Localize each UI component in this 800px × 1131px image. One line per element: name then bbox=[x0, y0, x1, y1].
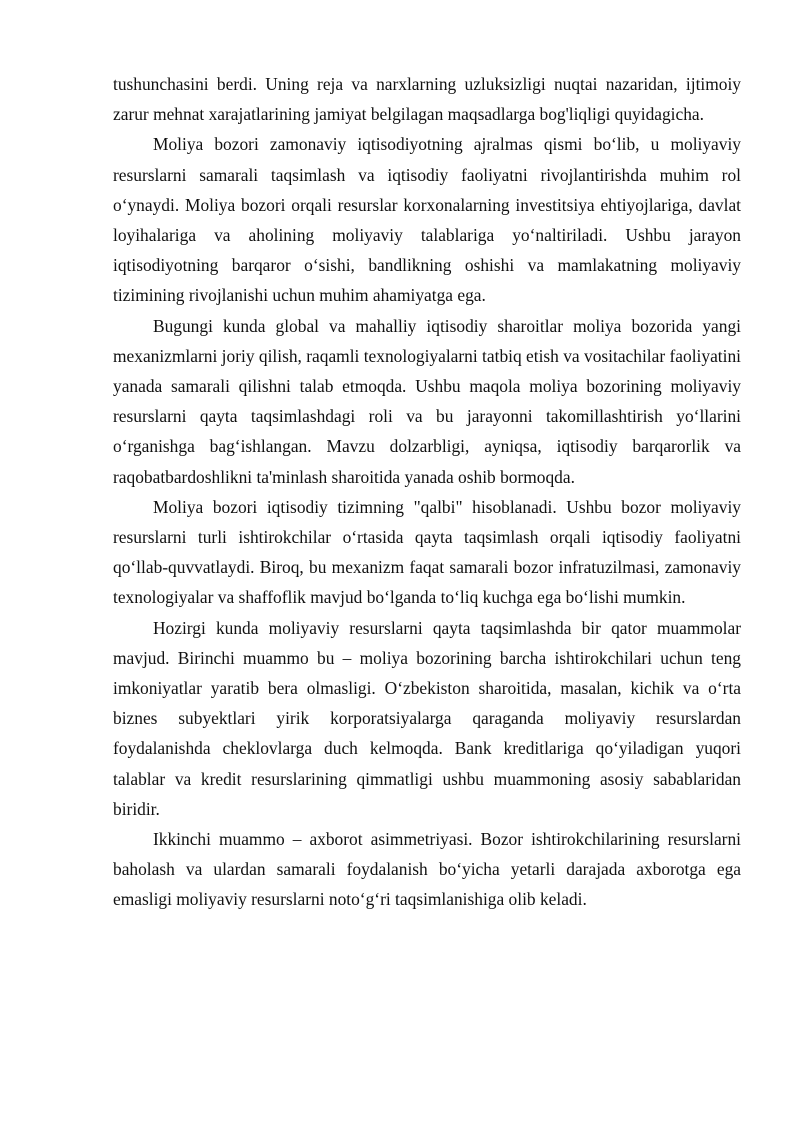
paragraph-second-problem: Ikkinchi muammo – axborot asimmetriyasi. Bozor ishtirokchilarining resurslarni baholash va ulardan samarali foydalanish bo‘yicha yetarli darajada axborotga ega emasligi moliyaviy resurslarni noto‘g‘ri taqsimlanishiga olib keladi. bbox=[113, 829, 741, 910]
document-page bbox=[113, 69, 741, 915]
paragraph-current-conditions: Bugungi kunda global va mahalliy iqtisodiy sharoitlar moliya bozorida yangi mexanizmlarni joriy qilish, raqamli texnologiyalarni tatbiq etish va vositachilar faoliyatini yanada samarali qilishni talab etmoqda. Ushbu maqola moliya bozorining moliyaviy resurslarni qayta taqsimlashdagi roli va bu jarayonni takomillashtirish yo‘llarini o‘rganishga bag‘ishlangan. Mavzu dolzarbligi, ayniqsa, iqtisodiy barqarorlik va raqobatbardoshlikni ta'minlash sharoitida yanada oshib bormoqda. bbox=[113, 315, 741, 487]
paragraph-financial-market-role: Moliya bozori zamonaviy iqtisodiyotning ajralmas qismi bo‘lib, u moliyaviy resurslarni samarali taqsimlash va iqtisodiy faoliyatni rivojlantirishda muhim rol o‘ynaydi. Moliya bozori orqali resurslar korxonalarning investitsiya ehtiyojlariga, davlat loyihalariga va aholining moliyaviy talablariga yo‘naltiriladi. Ushbu jarayon iqtisodiyotning barqaror o‘sishi, bandlikning oshishi va mamlakatning moliyaviy tizimining rivojlanishi uchun muhim ahamiyatga ega. bbox=[113, 134, 741, 306]
paragraph-continuation: tushunchasini berdi. Uning reja va narxlarning uzluksizligi nuqtai nazaridan, ijtimoiy zarur mehnat xarajatlarining jamiyat belgilagan maqsadlarga bog'liqligi quyidagicha. bbox=[113, 74, 741, 125]
paragraph-first-problem: Hozirgi kunda moliyaviy resurslarni qayta taqsimlashda bir qator muammolar mavjud. Birinchi muammo bu – moliya bozorining barcha ishtirokchilari uchun teng imkoniyatlar yaratib bera olmasligi. O‘zbekiston sharoitida, masalan, kichik va o‘rta biznes subyektlari yirik korporatsiyalarga qaraganda moliyaviy resurslardan foydalanishda cheklovlarga duch kelmoqda. Bank kreditlariga qo‘yiladigan yuqori talablar va kredit resurslarining qimmatligi ushbu muammoning asosiy sabablaridan biridir. bbox=[113, 617, 741, 819]
paragraph-market-heart: Moliya bozori iqtisodiy tizimning "qalbi" hisoblanadi. Ushbu bozor moliyaviy resurslarni turli ishtirokchilar o‘rtasida qayta taqsimlash orqali iqtisodiy faoliyatni qo‘llab-quvvatlaydi. Biroq, bu mexanizm faqat samarali bozor infratuzilmasi, zamonaviy texnologiyalar va shaffoflik mavjud bo‘lganda to‘liq kuchga ega bo‘lishi mumkin. bbox=[113, 496, 741, 608]
